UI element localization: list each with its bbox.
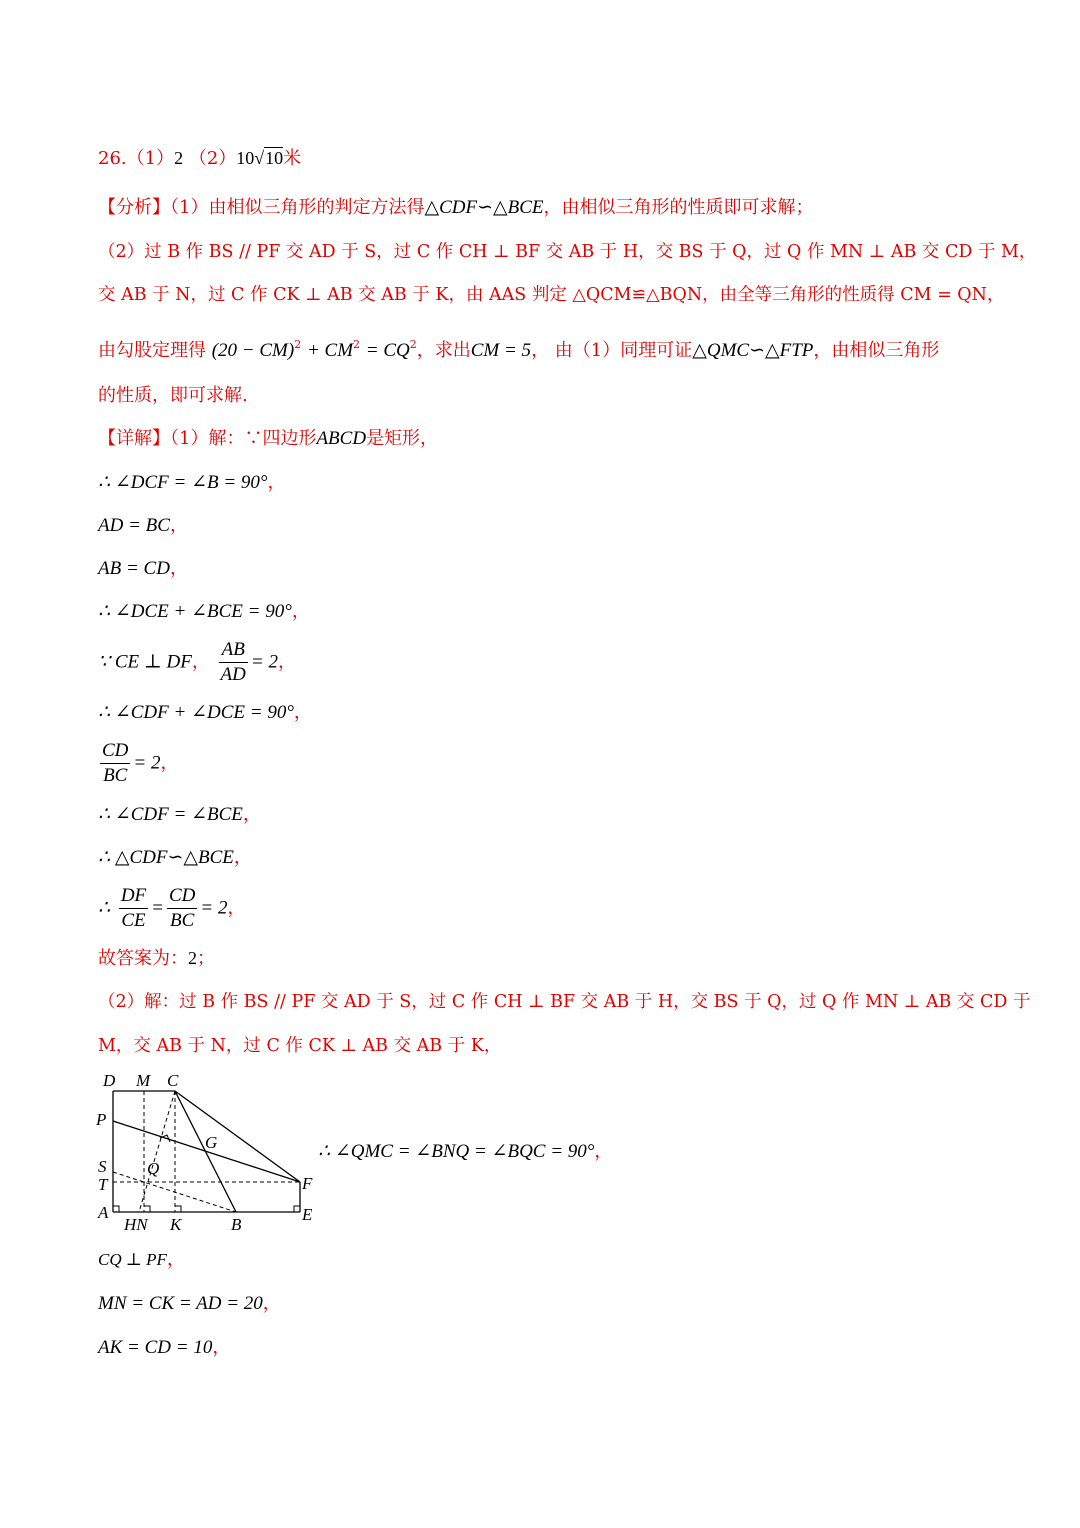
answer-label: 故答案为： [98,948,188,969]
analysis-line-2: （2）过 B 作 BS // PF 交 AD 于 S，过 C 作 CH ⊥ BF 交 AB 于 H，交 BS 于 Q，过 Q 作 MN ⊥ AB 交 CD 于 M， [98,242,1037,262]
step-10: ∴ $\frac{DF}{CE}$ = $\frac{CD}{BC}$ = 2， [98,885,246,931]
fraction-cd-bc [100,739,130,788]
analysis-line-5: 的性质，即可求解. [98,385,248,406]
fig-label-g: G [205,1133,218,1152]
step-7 [100,739,178,788]
step-4 [98,600,310,624]
fig-label-f: F [302,1174,313,1193]
fig-label-c: C [167,1071,179,1090]
comma: ， [227,897,246,919]
detail-tag: 【详解】 [98,428,170,449]
comma: ， [166,1249,185,1270]
comma: ， [277,651,296,673]
step-math: MN = CK = AD = 20 [98,1293,263,1314]
detail-math: ABCD [316,428,367,449]
step-math: ∴ ∠CDF = ∠BCE [98,804,243,825]
comma: ， [267,472,286,493]
step-math: ∴ ∠DCF = ∠B = 90° [98,472,268,493]
analysis-text: ，求出 [416,340,471,361]
part2-label: （2） [188,148,237,169]
numerator: CD [167,884,197,909]
numerator: CD [100,739,130,764]
analysis-math: △QMC∽△FTP [692,340,814,361]
fraction-cd-bc-2 [167,884,197,933]
detail-text: 四边形 [262,428,317,449]
step-math: = 2 [133,752,161,774]
step-math: ∵ CE ⊥ DF [98,651,192,673]
analysis-text: ，由相似三角形 [813,340,940,361]
analysis-math: = CQ [365,340,410,361]
step-math: ∴ ∠CDF + ∠DCE = 90° [98,702,294,723]
comma: ， [291,601,310,622]
fig-label-d: D [103,1071,116,1090]
part2-line-1: （2）解：过 B 作 BS // PF 交 AD 于 S，过 C 作 CH ⊥ BF 交 AB 于 H，交 BS 于 Q，过 Q 作 MN ⊥ AB 交 CD 于 [98,992,1031,1012]
fig-label-e: E [302,1205,313,1224]
comma: ， [160,752,179,774]
part2-eq-3 [98,1292,281,1316]
answer-end: ； [197,948,215,969]
numerator: AB [219,638,248,663]
fig-label-b: B [231,1215,242,1234]
numerator: DF [119,884,148,909]
step-math: = 2 [250,651,278,673]
comma: ， [169,515,188,536]
question-number: 26. [98,148,127,169]
answer-value: 2 [188,948,197,968]
fig-label-k: K [170,1215,182,1234]
step-math: ∴ ∠DCE + ∠BCE = 90° [98,601,292,622]
denominator: AD [220,664,246,685]
part2-eq-4 [98,1336,230,1360]
answer-line [98,946,215,971]
answer-summary: 26.（1）2 （2）10√10米 [98,148,302,169]
comma: ， [169,558,188,579]
part1-label: （1） [126,148,175,169]
fig-label-m: M [136,1071,151,1090]
detail-line-1 [98,427,438,451]
part2-line-2: M，交 AB 于 N，过 C 作 CK ⊥ AB 交 AB 于 K， [98,1036,502,1056]
analysis-line-3: 交 AB 于 N，过 C 作 CK ⊥ AB 交 AB 于 K，由 AAS 判定 △QCM≌△BQN，由全等三角形的性质得 CM = QN， [98,285,1005,305]
step-math: ∴ ∠QMC = ∠BNQ = ∠BQC = 90° [318,1141,595,1162]
step-5 [98,638,296,687]
analysis-math: △CDF∽△BCE [424,197,544,218]
part2-eq-2 [98,1248,185,1272]
comma: ， [594,1141,613,1162]
answer2-coef: 10 [236,148,255,168]
fig-label-t: T [98,1175,108,1194]
analysis-math: + CM [306,340,354,361]
step-9 [98,846,252,870]
comma: ， [191,651,210,673]
step-6 [98,701,312,725]
answer2-unit: 米 [283,148,302,169]
analysis-math: (20 − CM) [211,340,295,361]
answer2-radicand: 10 [265,148,284,168]
comma: ， [242,804,261,825]
analysis-tag: 【分析】 [98,197,170,218]
step-math: AD = BC [98,515,170,536]
step-math: = 2 [200,897,228,919]
analysis-math: CM = 5 [470,340,532,361]
analysis-line-4: 由勾股定理得 $(20 - CM)^2 + CM^2 = CQ^2$，求出CM = 5， 由（1）同理可证△QMC∽△FTP，由相似三角形 [98,338,940,361]
denominator: CE [121,910,146,931]
step-math: ∴ [98,897,111,919]
comma: ， [262,1293,281,1314]
step-math: AB = CD [98,558,170,579]
fig-label-q: Q [147,1159,160,1178]
analysis-text: ， 由（1）同理可证 [531,340,693,361]
step-3 [98,557,188,581]
fig-label-s: S [98,1157,107,1176]
denominator: BC [170,910,195,931]
fraction-df-ce [119,884,148,933]
fig-label-hn: HN [124,1215,148,1234]
detail-text: （1）解：∵ [170,428,263,449]
detail-text: 是矩形， [366,428,439,449]
analysis-text: 由勾股定理得 [98,340,206,361]
comma: ， [212,1337,231,1358]
analysis-text: ，由相似三角形的性质即可求解； [543,197,814,218]
part2-eq-1 [318,1140,612,1164]
analysis-text: （1）由相似三角形的判定方法得 [170,197,425,218]
geometry-figure [94,1066,324,1238]
step-math: CQ ⊥ PF [98,1250,167,1269]
step-math: ∴ △CDF∽△BCE [98,847,234,868]
comma: ， [233,847,252,868]
step-math: AK = CD = 10 [98,1337,213,1358]
step-2 [98,514,188,538]
comma: ， [293,702,312,723]
step-8 [98,803,261,827]
fig-label-a: A [98,1203,109,1222]
fig-label-p: P [96,1110,107,1129]
answer1: 2 [174,148,184,168]
fraction-ab-ad [219,638,248,687]
denominator: BC [103,765,128,786]
step-1 [98,471,286,495]
analysis-line-1 [98,196,813,220]
